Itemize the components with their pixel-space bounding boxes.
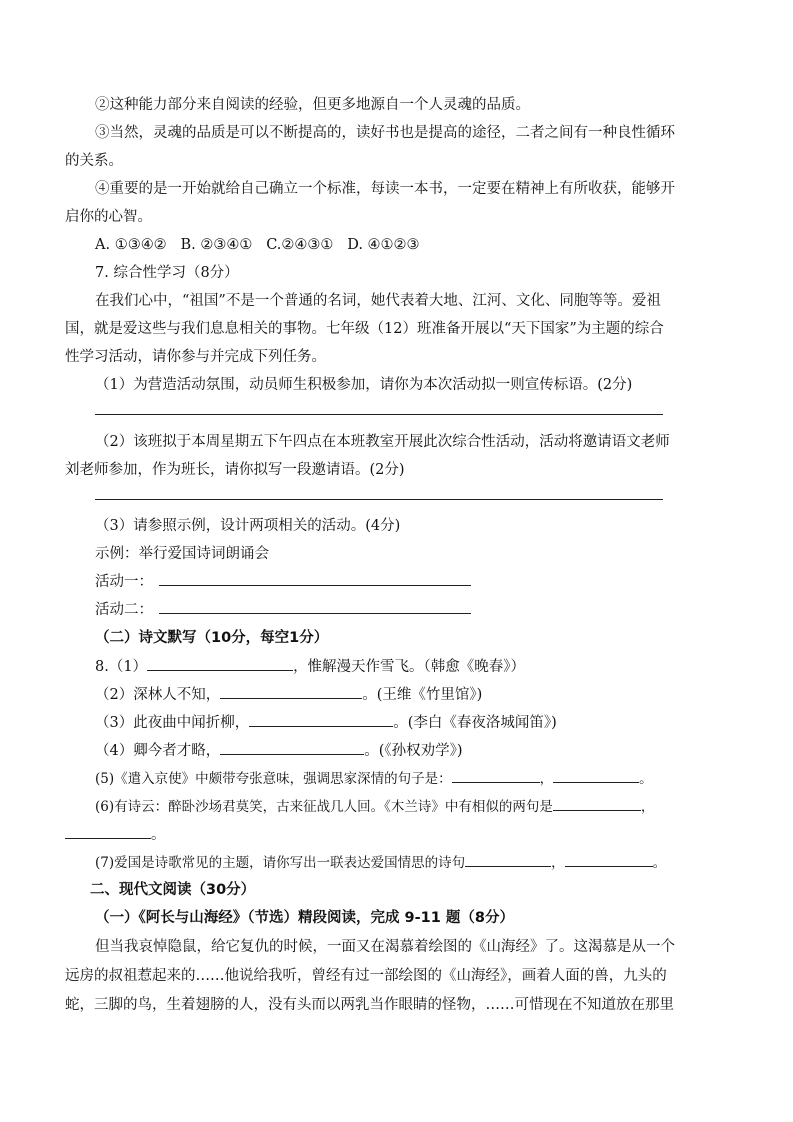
item-text: ， [640, 799, 655, 815]
text-line: ②这种能力部分来自阅读的经验，但更多地源自一个人灵魂的品质。 [95, 97, 530, 113]
passage-line: 但当我哀悼隐鼠，给它复仇的时候，一面又在渴慕着绘图的《山海经》了。这渴慕是从一个 [95, 939, 675, 955]
activity-two-label: 活动二： [95, 602, 153, 618]
section-heading: 二、现代文阅读（30分） [90, 882, 256, 898]
item-text: 。(李白《春夜洛城闻笛》) [393, 715, 557, 731]
item-text: 8.（1） [95, 659, 148, 675]
item-text: ， [551, 855, 565, 871]
item-text: 。 [639, 771, 653, 787]
item-text: 。 [652, 855, 667, 871]
section-heading: （二）诗文默写（10分，每空1分） [95, 630, 329, 646]
fill-blank [553, 768, 639, 783]
fill-blank [565, 852, 653, 867]
text-line: ④重要的是一开始就给自己确立一个标准，每读一本书，一定要在精神上有所收获，能够开 [95, 181, 675, 197]
task-prompt: （1）为营造活动氛围，动员师生积极参加，请你为本次活动拟一则宣传标语。(2分) [95, 377, 633, 393]
text-line: ③当然，灵魂的品质是可以不断提高的，读好书也是提高的途径，二者之间有一种良性循环 [95, 125, 675, 141]
recitation-item [95, 852, 666, 873]
item-text: (6)有诗云：醉卧沙场君莫笑，古来征战几人回。《木兰诗》中有相似的两句是 [95, 799, 553, 815]
fill-blank [553, 796, 641, 811]
answer-line [95, 499, 663, 500]
fill-blank [249, 712, 393, 727]
item-text: （3）此夜曲中闻折柳， [95, 715, 250, 731]
item-text: ， [539, 771, 554, 787]
question-heading: 7. 综合性学习（8分） [95, 265, 239, 281]
recitation-item [95, 740, 463, 761]
answer-line [95, 414, 663, 415]
item-text: 。(王维《竹里馆》) [362, 687, 483, 703]
task-prompt: （3）请参照示例，设计两项相关的活动。(4分) [95, 518, 401, 534]
fill-blank [65, 824, 151, 839]
answer-line [159, 585, 471, 586]
subsection-heading: （一）《阿长与山海经》（节选）精段阅读，完成 9-11 题（8分） [95, 910, 514, 926]
fill-blank [220, 740, 364, 755]
text-line: 性学习活动，请你参与并完成下列任务。 [65, 349, 326, 365]
recitation-item [95, 712, 557, 733]
recitation-item [95, 684, 482, 705]
fill-blank [452, 768, 540, 783]
recitation-item [95, 768, 653, 789]
item-text: （2）深林人不知， [95, 687, 221, 703]
recitation-item [65, 824, 166, 845]
text-line: 的关系。 [65, 153, 123, 169]
item-text: (7)爱国是诗歌常见的主题，请你写出一联表达爱国情思的诗句 [95, 855, 466, 871]
item-text: 。 [151, 827, 166, 843]
item-text: ，惟解漫天作雪飞。（韩愈《晚春》） [293, 659, 526, 675]
fill-blank [220, 684, 362, 699]
item-text: (5)《遣入京使》中颇带夸张意味，强调思家深情的句子是： [95, 771, 452, 787]
item-text: （4）卿今者才略， [95, 743, 221, 759]
item-text: 。(《孙权劝学》) [364, 743, 463, 759]
recitation-item [95, 796, 654, 817]
text-line: 在我们心中，“祖国”不是一个普通的名词，她代表着大地、江河、文化、同胞等等。爱祖 [95, 293, 661, 309]
passage-line: 蛇，三脚的鸟，生着翅膀的人，没有头而以两乳当作眼睛的怪物，……可惜现在不知道放在那里 [65, 997, 674, 1013]
activity-one-label: 活动一： [95, 574, 153, 590]
text-line: 刘老师参加，作为班长，请你拟写一段邀请语。(2分) [65, 462, 405, 478]
task-prompt: （2）该班拟于本周星期五下午四点在本班教室开展此次综合性活动，活动将邀请语文老师 [95, 434, 670, 450]
text-line: 国，就是爱这些与我们息息相关的事物。七年级（12）班准备开展以“天下国家”为主题的综合 [65, 321, 664, 337]
example-line: 示例：举行爱国诗词朗诵会 [95, 546, 269, 562]
fill-blank [147, 656, 293, 671]
text-line: 启你的心智。 [65, 209, 152, 225]
answer-line [159, 613, 471, 614]
recitation-item [95, 656, 525, 677]
fill-blank [465, 852, 551, 867]
passage-line: 远房的叔祖惹起来的……他说给我听，曾经有过一部绘图的《山海经》，画着人面的兽，九头的 [65, 968, 667, 984]
answer-options: A. ①③④② B. ②③④① C.②④③① D. ④①②③ [95, 237, 420, 253]
